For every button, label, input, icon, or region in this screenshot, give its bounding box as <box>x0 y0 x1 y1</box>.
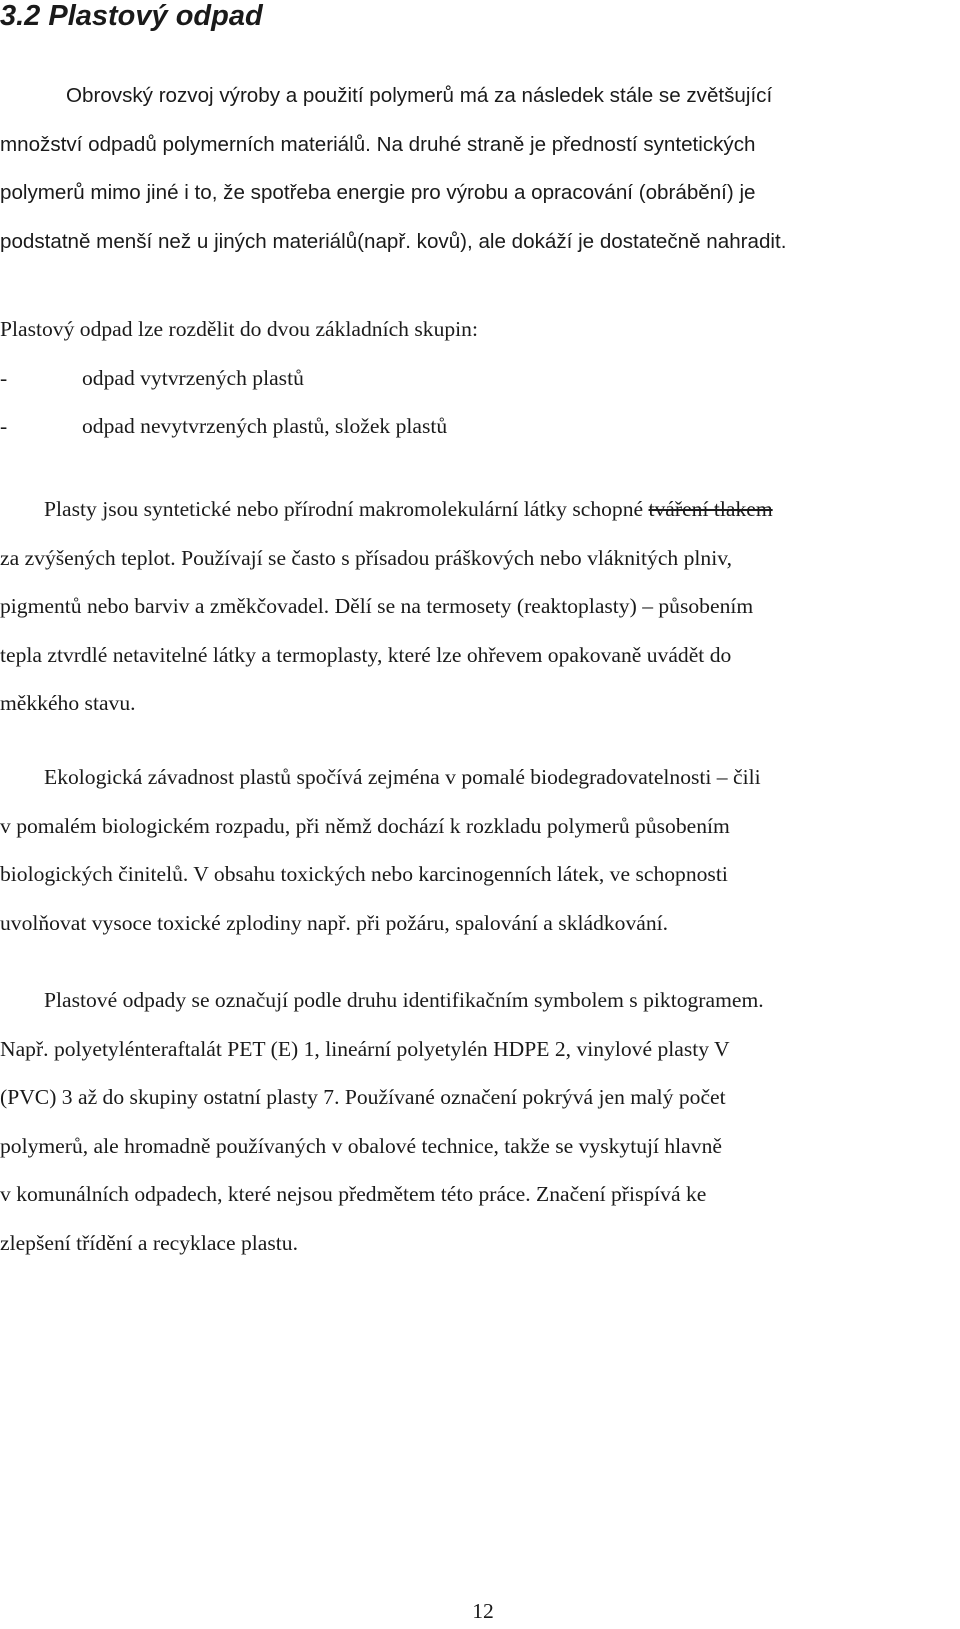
paragraph-line: množství odpadů polymerních materiálů. Na druhé straně je předností syntetických <box>0 132 756 156</box>
struck-text: tváření tlakem <box>648 497 773 521</box>
paragraph-line: (PVC) 3 až do skupiny ostatní plasty 7. Používané označení pokrývá jen malý počet <box>0 1085 726 1110</box>
paragraph-line: měkkého stavu. <box>0 691 136 716</box>
paragraph-line: v komunálních odpadech, které nejsou předmětem této práce. Značení přispívá ke <box>0 1182 707 1207</box>
paragraph-waste-groups <box>0 305 952 451</box>
paragraph-line: Obrovský rozvoj výroby a použití polymerů má za následek stále se zvětšující <box>66 84 773 107</box>
paragraph-line: tepla ztvrdlé netavitelné látky a termoplasty, které lze ohřevem opakovaně uvádět do <box>0 642 732 667</box>
list-item-text: odpad nevytvrzených plastů, složek plastů <box>82 414 448 439</box>
paragraph-line: Např. polyetylénteraftalát PET (E) 1, lineární polyetylén HDPE 2, vinylové plasty V <box>0 1036 730 1061</box>
list-item <box>0 354 952 403</box>
list-intro: Plastový odpad lze rozdělit do dvou základních skupin: <box>0 317 478 341</box>
page-number: 12 <box>472 1599 494 1623</box>
paragraph-marking <box>0 976 952 1268</box>
paragraph-ecology <box>0 753 952 947</box>
paragraph-line <box>0 485 952 534</box>
section-heading: 3.2 Plastový odpad <box>0 0 263 32</box>
paragraph-line: biologických činitelů. V obsahu toxických nebo karcinogenních látek, ve schopnosti <box>0 862 728 887</box>
paragraph-plastics-definition <box>0 485 952 728</box>
paragraph-line: za zvýšených teplot. Používají se často s přísadou práškových nebo vláknitých plniv, <box>0 545 733 570</box>
paragraph-line: polymerů mimo jiné i to, že spotřeba energie pro výrobu a opracování (obrábění) je <box>0 181 756 205</box>
paragraph-line: podstatně menší než u jiných materiálů(např. kovů), ale dokáží je dostatečně nahradit. <box>0 229 787 253</box>
paragraph-line: pigmentů nebo barviv a změkčovadel. Dělí se na termosety (reaktoplasty) – působením <box>0 594 754 619</box>
paragraph-intro <box>0 72 950 266</box>
paragraph-line: Ekologická závadnost plastů spočívá zejména v pomalé biodegradovatelnosti – čili <box>44 765 761 789</box>
list-item <box>0 402 952 451</box>
line-text: Plasty jsou syntetické nebo přírodní makromolekulární látky schopné <box>44 497 649 521</box>
paragraph-line: zlepšení třídění a recyklace plastu. <box>0 1230 298 1255</box>
paragraph-line: v pomalém biologickém rozpadu, při němž dochází k rozkladu polymerů působením <box>0 813 730 838</box>
paragraph-line: uvolňovat vysoce toxické zplodiny např. při požáru, spalování a skládkování. <box>0 910 669 935</box>
list-dash: - <box>0 414 8 439</box>
list-dash: - <box>0 365 8 390</box>
paragraph-line: polymerů, ale hromadně používaných v obalové technice, takže se vyskytují hlavně <box>0 1133 722 1158</box>
paragraph-line: Plastové odpady se označují podle druhu identifikačním symbolem s piktogramem. <box>44 988 764 1012</box>
list-item-text: odpad vytvrzených plastů <box>82 365 304 390</box>
